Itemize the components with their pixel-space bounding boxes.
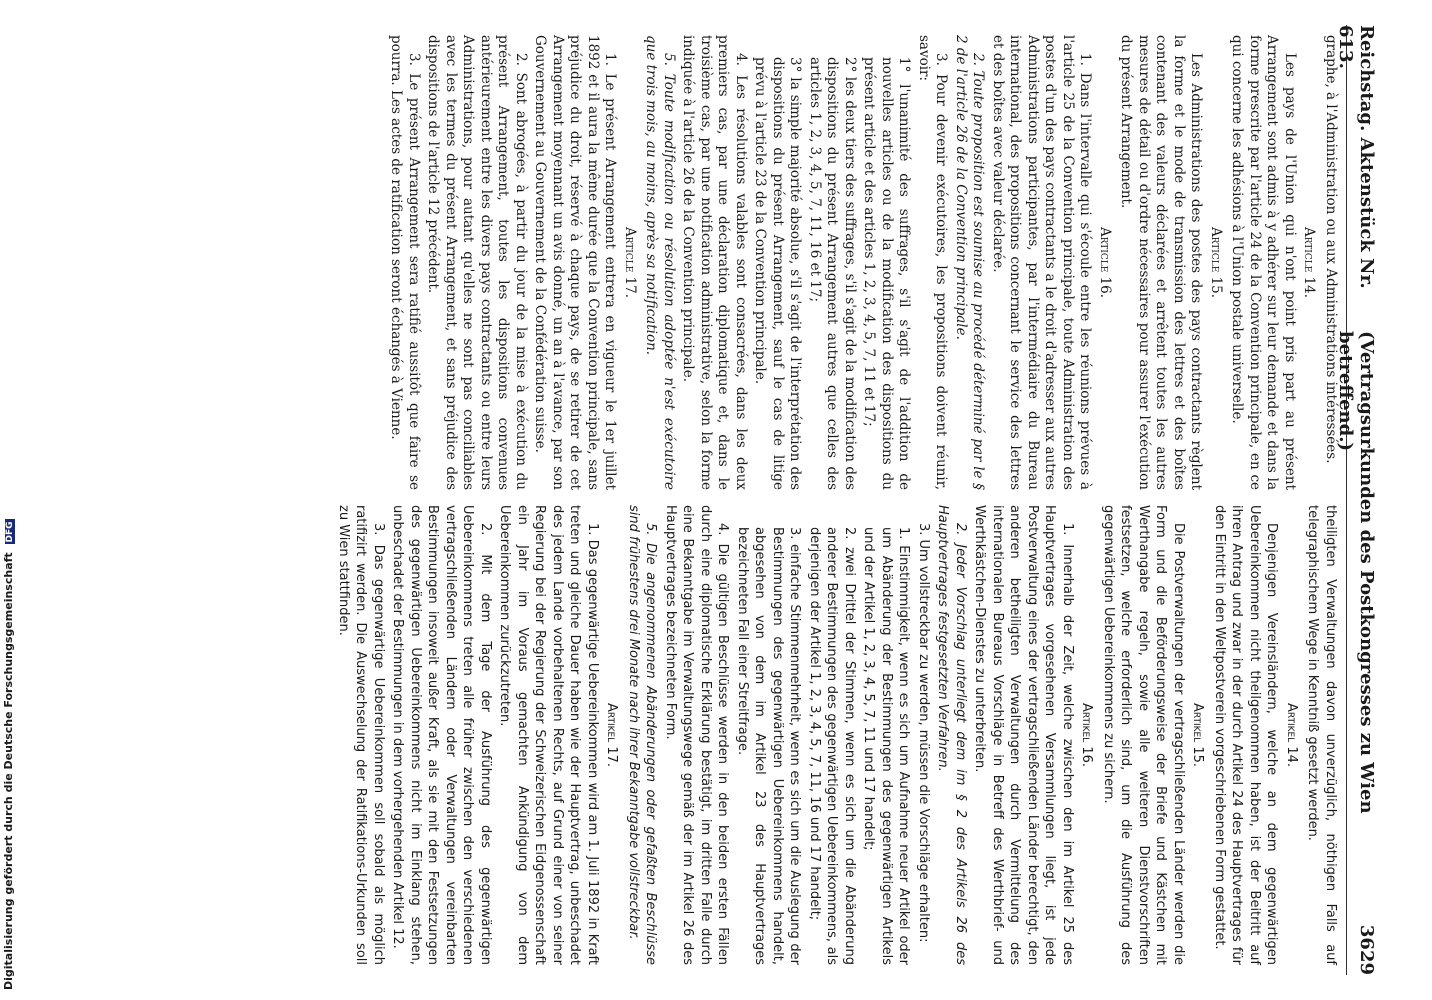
fr-art16-p1: 1. Dans l'intervalle qui s'écoule entre les réunions prévues à l'article 25 de la Convention principale, toute Administration des postes d'un des pays contractants a le droit d'adresser aux autres Administrations participantes, par l'intermédiaire du Bureau international, des propositions concernant le service des lettres et des boîtes avec valeur déclarée. bbox=[990, 35, 1094, 490]
de-art16-title: Artikel 16. bbox=[1079, 702, 1095, 768]
de-art14-text: Denjenigen Vereinsländern, welche an dem gegenwärtigen Uebereinkommen nicht theilgenommen haben, ist der Beitritt auf ihren Antrag und zwar in der durch Artikel 24 des Hauptvertrages für den Eintritt in den Weltpostverein vorgeschriebenen Form gestattet. bbox=[1212, 505, 1280, 965]
fr-art16-p3: 3. Pour devenir exécutoires, les propositions doivent réunir, savoir: bbox=[916, 35, 950, 490]
page-header bbox=[1335, 25, 1377, 975]
digitization-credit: Digitalisierung gefördert durch die Deutsche Forschungsgemeinschaft DFG bbox=[2, 521, 15, 990]
page-number: 3629 bbox=[1356, 924, 1377, 975]
de-art16-item2: 2. zwei Drittel der Stimmen, wenn es sich um die Abänderung anderer Bestimmungen des gegenwärtigen Uebereinkommens, als derjenigen der Artikel 1, 2, 3, 4, 5, 7, 11, 16 und 17 handelt; bbox=[807, 527, 857, 965]
fr-art17-p3: 3. Le présent Arrangement sera ratifié aussitôt que faire se pourra. Les actes de ratification seront échangés à Vienne. bbox=[388, 35, 422, 490]
fr-art16-p2: 2. Toute proposition est soumise au procédé déterminé par le § 2 de l'article 26 de la Convention principale. bbox=[953, 35, 987, 490]
de-art15-text: Die Postverwaltungen der vertragschließenden Länder werden die Form und die Beförderungsweise der Briefe und Kästchen mit Werthangabe regeln, sowie alle weiteren Dienstvorschriften festsetzen, welche erforderlich sind, um die Ausführung des gegenwärtigen Uebereinkommens zu sichern. bbox=[1101, 505, 1186, 965]
fr-art14-text: Les pays de l'Union qui n'ont point pris part au présent Arrangement sont admis à y adhérer sur leur demande et dans la forme prescrite par l'article 24 de la Convention principale, en ce qui concerne les adhésions à l'Union postale universelle. bbox=[1229, 35, 1298, 490]
french-column bbox=[385, 35, 1339, 490]
de-art16-p2: 2. Jeder Vorschlag unterliegt dem im § 2 des Artikels 26 des Hauptvertrages festgesetzten Verfahren. bbox=[935, 505, 968, 965]
de-intro: theiligten Verwaltungen davon unverzüglich, nöthigen Falls auf telegraphischem Wege in Kenntniß gesetzt werden. bbox=[1305, 505, 1338, 965]
fr-art16-item1: 1° l'unanimité des suffrages, s'il s'agit de l'addition de nouvelles articles ou de la modification des dispositions du présent article et des articles 1, 2, 3, 4, 5, 7, 11 et 17; bbox=[861, 57, 913, 490]
fr-art16-title: Article 16. bbox=[1097, 226, 1113, 299]
german-column bbox=[333, 505, 1340, 965]
de-art14-title: Artikel 14. bbox=[1284, 702, 1299, 768]
de-art16-item1: 1. Einstimmigkeit, wenn es sich um Aufnahme neuer Artikel oder um Abänderung der Bestimmungen des gegenwärtigen Artikels und der Artikel 1, 2, 3, 4, 5, 7, 11 und 17 handelt; bbox=[861, 527, 912, 965]
header-subject: (Vertragsurkunden des Postkongresses zu Wien betreffend.) bbox=[1335, 331, 1377, 814]
fr-art17-p2: 2. Sont abrogées, à partir du jour de la mise à exécution du présent Arrangement, toutes les dispositions convenues antérieurement entre les divers pays contractants ou entre leurs Administrations, pour autant qu'elles ne sont pas conciliables avec les termes du présent Arrangement, et sans préjudice des dispositions de l'article 12 précédent. bbox=[425, 35, 529, 490]
fr-art17-title: Article 17. bbox=[622, 226, 638, 299]
de-art16-p4: 4. Die gültigen Beschlüsse werden in den beiden ersten Fällen durch eine diplomatische Erklärung bestätigt, im dritten Falle durch eine Bekanntgabe im Verwaltungswege gemäß der im Artikel 26 des Hauptvertrages bezeichneten Form. bbox=[663, 505, 731, 965]
de-art17-p1: 1. Das gegenwärtige Uebereinkommen wird am 1. Juli 1892 in Kraft treten und gleiche Dauer haben wie der Hauptvertrag, unbeschadet des jedem Lande vorbehaltenen Rechts, auf Grund einer von seiner Regierung bei der Regierung der Schweizerischen Eidgenossenschaft ein Jahr im Voraus gemachten Ankündigung von dem Uebereinkommen zurückzutreten. bbox=[497, 505, 600, 965]
de-art16-p1: 1. Innerhalb der Zeit, welche zwischen den im Artikel 25 des Hauptvertrages vorgesehenen Versammlungen liegt, ist jede Postverwaltung eines der vertragschließenden Länder berechtigt, den anderen betheiligten Verwaltungen durch Vermittelung des internationalen Bureaus Vorschläge in Betreff des Werthbrief- und Werthkästchen-Dienstes zu unterbreiten. bbox=[972, 505, 1075, 965]
de-art17-p2: 2. Mit dem Tage der Ausführung des gegenwärtigen Uebereinkommens treten alle früher zwischen den verschiedenen vertragschließenden Ländern oder Verwaltungen vereinbarten Bestimmungen insoweit außer Kraft, als sie mit den Festsetzungen des gegenwärtigen Uebereinkommens nicht im Einklang stehen, unbeschadet der Bestimmungen in dem vorhergehenden Artikel 12. bbox=[390, 505, 493, 965]
fr-art16-item2: 2° les deux tiers des suffrages, s'il s'agit de la modification des dispositions du présent Arrangement autres que celles des articles 1, 2, 3, 4, 5, 7, 11, 16 et 17; bbox=[807, 57, 858, 490]
de-art15-title: Artikel 15. bbox=[1190, 702, 1206, 768]
fr-art16-p5: 5. Toute modification ou résolution adoptée n'est exécutoire que trois mois, au moins, après sa notification. bbox=[643, 35, 677, 490]
fr-art15-text: Les Administrations des postes des pays contractants règlent la forme et le mode de transmission des lettres et des boîtes contenant des valeurs déclarées et arrêtent toutes les autres mesures de détail ou d'ordre nécessaires pour assurer l'exécution du présent Arrangement. bbox=[1118, 35, 1205, 490]
de-art16-item3: 3. einfache Stimmenmehrheit, wenn es sich um die Auslegung der Bestimmungen des gegenwärtigen Uebereinkommens handelt, abgesehen von dem im Artikel 23 des Hauptvertrages bezeichneten Fall einer Streitfrage. bbox=[735, 527, 803, 965]
fr-art17-p1: 1. Le présent Arrangement entrera en vigueur le 1er juillet 1892 et il aura la même durée que la Convention principale, sans préjudice du droit, réservé à chaque pays, de se retirer de cet Arrangement moyennant un avis donné, un an à l'avance, par son Gouvernement au Gouvernement de la Confédération suisse. bbox=[532, 35, 619, 490]
de-art16-p5: 5. Die angenommenen Abänderungen oder gefaßten Beschlüsse sind frühestens drei Monate nach ihrer Bekanntgabe vollstreckbar. bbox=[626, 505, 659, 965]
fr-art16-item3: 3° la simple majorité absolue, s'il s'agit de l'interprétation des dispositions du présent Arrangement, sauf le cas de litige prévu à l'article 23 de la Convention principale. bbox=[752, 57, 804, 490]
header-document-ref: Reichstag. Aktenstück Nr. 613. bbox=[1335, 25, 1377, 289]
de-art17-p3: 3. Das gegenwärtige Uebereinkommen soll sobald als möglich ratifizirt werden. Die Auswechselung der Ratifikations-Urkunden soll zu Wien stattfinden. bbox=[336, 505, 386, 965]
de-art17-title: Artikel 17. bbox=[604, 702, 620, 768]
fr-art16-p4: 4. Les résolutions valables sont consacrées, dans les deux premiers cas, par une déclaration diplomatique et, dans le troisième cas, par une notification administrative, selon la forme indiquée à l'article 26 de la Convention principale. bbox=[680, 35, 749, 490]
dfg-logo: DFG bbox=[5, 521, 15, 543]
de-art16-p3: 3. Um vollstreckbar zu werden, müssen die Vorschläge erhalten: bbox=[916, 523, 931, 943]
fr-intro: graphe, à l'Administration ou aux Administrations intéressées. bbox=[1323, 35, 1339, 464]
fr-art14-title: Article 14. bbox=[1301, 226, 1318, 299]
fr-art15-title: Article 15. bbox=[1208, 226, 1224, 299]
